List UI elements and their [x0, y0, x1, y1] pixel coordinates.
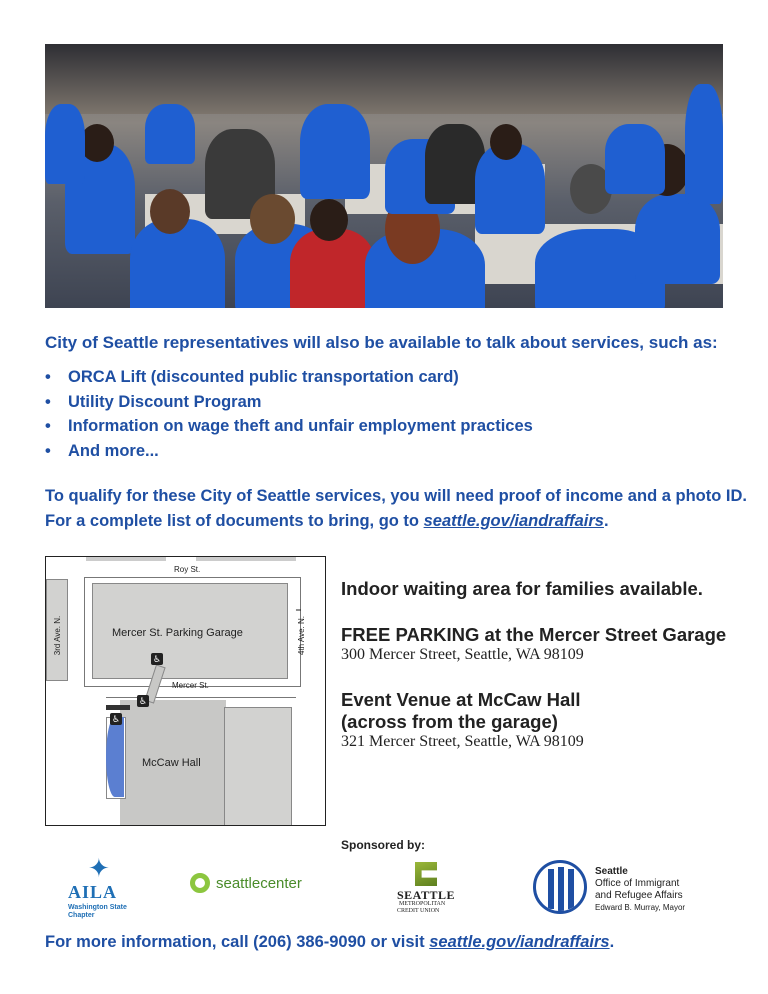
venue-title-1: Event Venue at McCaw Hall [341, 689, 581, 710]
qualify-line-1: To qualify for these City of Seattle services, you will need proof of income and a photo ID. [45, 487, 747, 505]
list-item: • Utility Discount Program [45, 393, 533, 418]
event-photo [45, 44, 723, 308]
smcu-mark-icon [415, 862, 437, 886]
accessible-icon: ♿ [152, 654, 162, 664]
mercer-st-label: Mercer St. [172, 681, 209, 690]
accessible-icon: ♿ [138, 696, 148, 706]
seattle-seal-icon [533, 860, 587, 914]
qualify-text [45, 484, 747, 534]
smcu-logo: SEATTLE METROPOLITAN CREDIT UNION [393, 862, 463, 918]
fourth-ave-label: 4th Ave. N. [297, 616, 306, 655]
list-item: • And more... [45, 442, 533, 467]
footer-link[interactable]: seattle.gov/iandraffairs [429, 933, 610, 951]
seattle-gov-link[interactable]: seattle.gov/iandraffairs [423, 512, 604, 530]
ring-icon [190, 873, 210, 893]
oira-logo: Seattle Office of Immigrant and Refugee Affairs Edward B. Murray, Mayor [533, 860, 723, 920]
qualify-line-2: For a complete list of documents to bring, go to seattle.gov/iandraffairs. [45, 512, 609, 530]
accessible-icon: ♿ [111, 714, 121, 724]
footer-text: For more information, call (206) 386-9090 or visit seattle.gov/iandraffairs. [45, 933, 615, 951]
parking-address: 300 Mercer Street, Seattle, WA 98109 [341, 646, 584, 663]
aila-logo: ✦ AILA Washington State Chapter [68, 853, 127, 919]
list-item: • ORCA Lift (discounted public transportation card) [45, 368, 533, 393]
venue-address: 321 Mercer Street, Seattle, WA 98109 [341, 733, 584, 750]
roy-st-label: Roy St. [174, 565, 201, 574]
intro-text: City of Seattle representatives will also be available to talk about services, such as: [45, 333, 718, 352]
hall-label: McCaw Hall [142, 757, 201, 769]
parking-title: FREE PARKING at the Mercer Street Garage [341, 624, 727, 645]
venue-title-2: (across from the garage) [341, 711, 558, 732]
sponsored-label: Sponsored by: [341, 838, 426, 852]
statue-of-liberty-icon: ✦ [88, 853, 110, 883]
venue-map: Roy St. Mercer St. Parking Garage 3rd Ave. N. 4th Ave. N. ═ Mercer St. McCaw Hall ♿ ♿ ♿ [45, 556, 326, 826]
services-list [45, 368, 533, 466]
waiting-area-text: Indoor waiting area for families available. [341, 578, 703, 599]
list-item: • Information on wage theft and unfair employment practices [45, 417, 533, 442]
garage-label: Mercer St. Parking Garage [112, 627, 243, 639]
third-ave-label: 3rd Ave. N. [53, 615, 63, 656]
